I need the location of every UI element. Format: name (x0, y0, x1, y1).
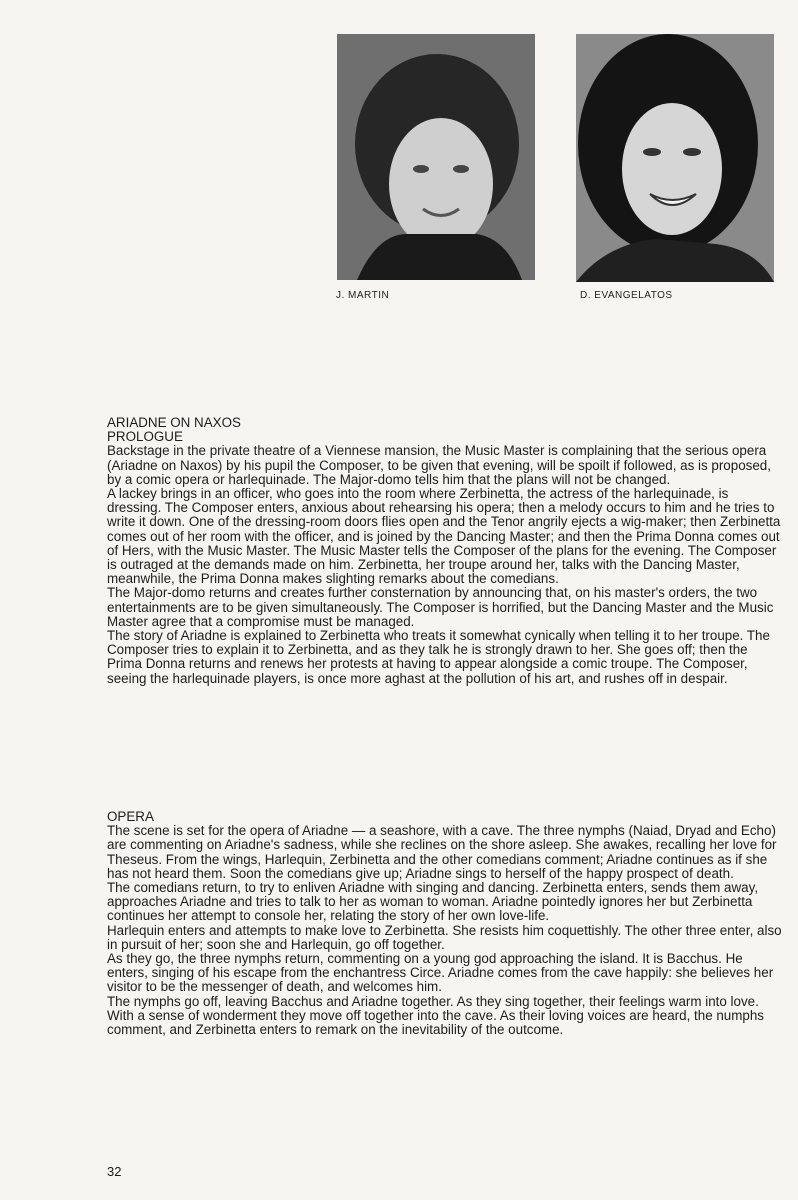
opera-paragraph: The nymphs go off, leaving Bacchus and Ariadne together. As they sing together, their feelings warm into love. With a sense of wonderment they move off together into the cave. As their loving voices are heard, the numphs comment, and Zerbinetta enters to remark on the inevitability of the outcome. (107, 993, 765, 1038)
page-number: 32 (107, 1164, 122, 1179)
opera-section (107, 810, 783, 1037)
work-title: ARIADNE ON NAXOS (107, 415, 241, 430)
prologue-paragraph: The story of Ariadne is explained to Zerbinetta who treats it somewhat cynically when telling it to her troupe. The Composer tries to explain it to Zerbinetta, and as they talk he is strongly drawn to her. She goes off; then the Prima Donna returns and renews her protests at having to appear alongside a comic troupe. The Composer, seeing the harlequinade players, is once more aghast at the pollution of his art, and rushes off in despair. (107, 628, 770, 686)
caption-martin: J. MARTIN (336, 290, 390, 301)
opera-paragraph: As they go, the three nymphs return, commenting on a young god approaching the island. It is Bacchus. He enters, singing of his escape from the enchantress Circe. Ariadne comes from the cave happily: she believes her visitor to be the messenger of death, and welcomes him. (107, 951, 774, 995)
opera-paragraph: Harlequin enters and attempts to make love to Zerbinetta. She resists him coquettishly. The other three enter, also in pursuit of her; soon she and Harlequin, go off together. (107, 922, 782, 952)
prologue-section (107, 416, 783, 686)
caption-evangelatos: D. EVANGELATOS (580, 290, 673, 301)
prologue-paragraph: Backstage in the private theatre of a Viennese mansion, the Music Master is complaining that the serious opera (Ariadne on Naxos) by his pupil the Composer, to be given that evening, will be spoilt if followed, as is proposed, by a comic opera or harlequinade. The Major-domo tells him that the plans will not be changed. (107, 443, 771, 487)
portrait-evangelatos-image (576, 34, 774, 282)
portrait-photo-evangelatos (576, 34, 774, 282)
prologue-paragraph: A lackey brings in an officer, who goes into the room where Zerbinetta, the actress of the harlequinade, is dressing. The Composer enters, anxious about rehearsing his opera; then a melody occurs to him and he tries to write it down. One of the dressing-room doors flies open and the Tenor angrily ejects a wig-maker; then Zerbinetta comes out of her room with the officer, and is joined by the Dancing Master; and then the Prima Donna comes out of Hers, with the Music Master. The Music Master tells the Composer of the plans for the evening. The Composer is outraged at the demands made on him. Zerbinetta, her troupe around her, talks with the Dancing Master, meanwhile, the Prima Donna makes slighting remarks about the comedians. (107, 486, 781, 587)
opera-paragraph: The scene is set for the opera of Ariadne — a seashore, with a cave. The three nymphs (Naiad, Dryad and Echo) are commenting on Ariadne's sadness, while she reclines on the shore asleep. She awakes, recalling her love for Theseus. From the wings, Harlequin, Zerbinetta and the other comedians comment; Ariadne continues as if she has not heard them. Soon the comedians give up; Ariadne sings to herself of the happy prospect of death. (107, 823, 777, 881)
portrait-photo-martin (337, 34, 535, 280)
opera-heading: OPERA (107, 809, 154, 824)
portrait-martin-image (337, 34, 535, 280)
opera-paragraph: The comedians return, to try to enliven Ariadne with singing and dancing. Zerbinetta enters, sends them away, approaches Ariadne and tries to talk to her as woman to woman. Ariadne pointedly ignores her but Zerbinetta continues her attempt to console her, relating the story of her own love-life. (107, 880, 759, 924)
prologue-heading: PROLOGUE (107, 429, 183, 445)
prologue-paragraph: The Major-domo returns and creates further consternation by announcing that, on his master's orders, the two entertainments are to be given simultaneously. The Composer is horrified, but the Dancing Master and the Music Master agree that a compromise must be managed. (107, 585, 774, 629)
